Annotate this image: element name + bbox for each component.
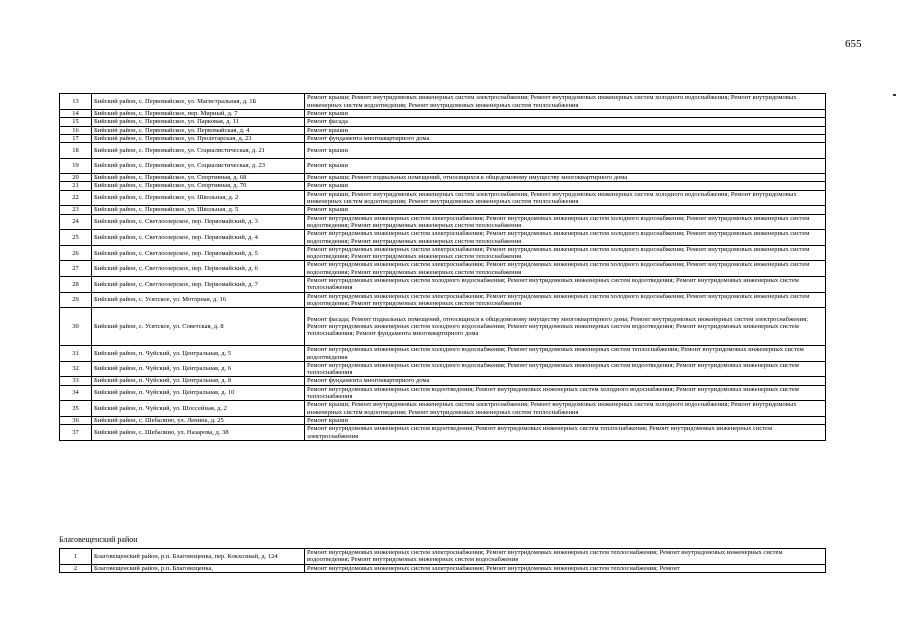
row-works: Ремонт крыши: [305, 158, 826, 174]
row-works: Ремонт крыши: [305, 110, 826, 118]
row-number: 21: [60, 182, 92, 190]
row-works: Ремонт крыши: [305, 143, 826, 159]
table-row: [60, 292, 826, 308]
row-number: 2: [60, 564, 92, 572]
table-row: [60, 377, 826, 385]
margin-mark: [893, 94, 896, 96]
row-number: 18: [60, 143, 92, 159]
row-works: Ремонт крыши: [305, 126, 826, 134]
row-works: Ремонт крыши: [305, 206, 826, 214]
row-address: Бийский район, с. Первомайское, ул. Школьная, д. 5: [92, 206, 305, 214]
row-address: Бийский район, с. Усятское, ул. Советская, д. 8: [92, 308, 305, 346]
row-number: 37: [60, 425, 92, 441]
row-works: Ремонт внутридомовых инженерных систем электроснабжения; Ремонт внутридомовых инженерных систем холодного водоснабжения; Ремонт внутридомовых инженерных систем водоотведения; Ремонт внутридомовых инженерных систем теплоснабжения: [305, 292, 826, 308]
row-number: 26: [60, 245, 92, 261]
row-address: Бийский район, с. Светлоозерское, пер. Первомайский, д. 7: [92, 277, 305, 293]
row-works: Ремонт внутридомовых инженерных систем электроснабжения; Ремонт внутридомовых инженерных систем теплоснабжения; Ремонт: [305, 564, 826, 572]
row-works: Ремонт фундамента многоквартирного дома: [305, 134, 826, 142]
row-works: Ремонт фасада; Ремонт подвальных помещений, относящихся к общедомовому имуществу многоквартирного дома; Ремонт внутридомовых инженерных систем электроснабжения; Ремонт внутридомовых инженерных систем холодного водоснабжения; Ремонт внутридомовых инженерных систем водоотведения; Ремонт внутридомовых инженерных систем теплоснабжения; Ремонт фундамента многоквартирного дома: [305, 308, 826, 346]
row-address: Бийский район, с. Шебалино, ул. Назарова, д. 38: [92, 425, 305, 441]
row-address: Бийский район, с. Первомайское, ул. Социалистическая, д. 23: [92, 158, 305, 174]
row-number: 17: [60, 134, 92, 142]
table-row: [60, 549, 826, 565]
table-row: [60, 134, 826, 142]
table-row: [60, 401, 826, 417]
table-row: [60, 245, 826, 261]
table-row: [60, 174, 826, 182]
row-address: Бийский район, с. Светлоозерское, пер. Первомайский, д. 3: [92, 214, 305, 230]
row-number: 31: [60, 346, 92, 362]
row-works: Ремонт внутридомовых инженерных систем электроснабжения; Ремонт внутридомовых инженерных систем холодного водоснабжения; Ремонт внутридомовых инженерных систем водоотведения; Ремонт внутридомовых инженерных систем теплоснабжения: [305, 245, 826, 261]
row-number: 20: [60, 174, 92, 182]
row-number: 30: [60, 308, 92, 346]
table-row: [60, 190, 826, 206]
row-number: 35: [60, 401, 92, 417]
row-works: Ремонт внутридомовых инженерных систем холодного водоснабжения; Ремонт внутридомовых инженерных систем водоотведения; Ремонт внутридомовых инженерных систем теплоснабжения: [305, 277, 826, 293]
row-address: Бийский район, с. Первомайское, ул. Пролетарская, д. 23: [92, 134, 305, 142]
table-row: [60, 385, 826, 401]
row-works: Ремонт внутридомовых инженерных систем водоотведения; Ремонт внутридомовых инженерных систем холодного водоснабжения; Ремонт внутридомовых инженерных систем теплоснабжения: [305, 385, 826, 401]
row-number: 19: [60, 158, 92, 174]
row-works: Ремонт крыши; Ремонт внутридомовых инженерных систем электроснабжения; Ремонт внутридомовых инженерных систем холодного водоснабжения; Ремонт внутридомовых инженерных систем водоотведения; Ремонт внутридомовых инженерных систем теплоснабжения: [305, 94, 826, 110]
repair-table: [59, 93, 826, 441]
row-number: 15: [60, 118, 92, 126]
row-number: 25: [60, 230, 92, 246]
table-row: [60, 346, 826, 362]
row-works: Ремонт крыши: [305, 416, 826, 424]
table-row: [60, 158, 826, 174]
row-address: Бийский район, с. Шебалино, ул. Ленина, д. 25: [92, 416, 305, 424]
row-number: 13: [60, 94, 92, 110]
row-number: 33: [60, 377, 92, 385]
table-row: [60, 126, 826, 134]
row-address: Бийский район, с. Усятское, ул. Моторная, д. 16: [92, 292, 305, 308]
row-works: Ремонт внутридомовых инженерных систем электроснабжения; Ремонт внутридомовых инженерных систем холодного водоснабжения; Ремонт внутридомовых инженерных систем водоотведения; Ремонт внутридомовых инженерных систем теплоснабжения: [305, 230, 826, 246]
table-row: [60, 230, 826, 246]
row-number: 34: [60, 385, 92, 401]
row-address: Бийский район, с. Первомайское, ул. Социалистическая, д. 21: [92, 143, 305, 159]
row-works: Ремонт крыши; Ремонт внутридомовых инженерных систем электроснабжения; Ремонт внутридомовых инженерных систем холодного водоснабжения; Ремонт внутридомовых инженерных систем водоотведения; Ремонт внутридомовых инженерных систем теплоснабжения: [305, 190, 826, 206]
table-row: [60, 143, 826, 159]
table-row: [60, 182, 826, 190]
row-address: Бийский район, с. Первомайское, пер. Мирный, д. 7: [92, 110, 305, 118]
row-address: Бийский район, п. Чуйский, ул. Центральная, д. 5: [92, 346, 305, 362]
table-row: [60, 564, 826, 572]
row-address: Бийский район, п. Чуйский, ул. Центральная, д. 6: [92, 361, 305, 377]
row-number: 29: [60, 292, 92, 308]
row-number: 24: [60, 214, 92, 230]
row-works: Ремонт крыши: [305, 182, 826, 190]
row-works: Ремонт внутридомовых инженерных систем холодного водоснабжения; Ремонт внутридомовых инженерных систем теплоснабжения; Ремонт внутридомовых инженерных систем водоотведения: [305, 346, 826, 362]
row-works: Ремонт внутридомовых инженерных систем электроснабжения; Ремонт внутридомовых инженерных систем холодного водоснабжения; Ремонт внутридомовых инженерных систем водоотведения; Ремонт внутридомовых инженерных систем теплоснабжения: [305, 261, 826, 277]
row-works: Ремонт внутридомовых инженерных систем электроснабжения; Ремонт внутридомовых инженерных систем теплоснабжения; Ремонт внутридомовых инженерных систем водоотведения; Ремонт внутридомовых инженерных систем водоснабжения: [305, 549, 826, 565]
table-row: [60, 261, 826, 277]
table-row: [60, 214, 826, 230]
row-number: 14: [60, 110, 92, 118]
row-address: Бийский район, с. Светлоозерское, пер. Первомайский, д. 4: [92, 230, 305, 246]
row-works: Ремонт внутридомовых инженерных систем электроснабжения; Ремонт внутридомовых инженерных систем холодного водоснабжения; Ремонт внутридомовых инженерных систем водоотведения; Ремонт внутридомовых инженерных систем теплоснабжения: [305, 214, 826, 230]
table-row: [60, 425, 826, 441]
row-number: 1: [60, 549, 92, 565]
table-row: [60, 361, 826, 377]
table-row: [60, 94, 826, 110]
row-works: Ремонт фундамента многоквартирного дома: [305, 377, 826, 385]
row-works: Ремонт внутридомовых инженерных систем холодного водоснабжения; Ремонт внутридомовых инженерных систем водоотведения; Ремонт внутридомовых инженерных систем теплоснабжения: [305, 361, 826, 377]
table-row: [60, 416, 826, 424]
row-address: Бийский район, п. Чуйский, ул. Шоссейная, д. 2: [92, 401, 305, 417]
row-address: Бийский район, с. Первомайское, ул. Школьная, д. 2: [92, 190, 305, 206]
page-number: 655: [845, 38, 862, 50]
row-works: Ремонт крыши; Ремонт внутридомовых инженерных систем электроснабжения; Ремонт внутридомовых инженерных систем холодного водоснабжения; Ремонт внутридомовых инженерных систем водоотведения; Ремонт внутридомовых инженерных систем теплоснабжения: [305, 401, 826, 417]
row-number: 16: [60, 126, 92, 134]
table-row: [60, 308, 826, 346]
row-number: 27: [60, 261, 92, 277]
row-works: Ремонт крыши; Ремонт подвальных помещений, относящихся к общедомовому имуществу многоквартирного дома: [305, 174, 826, 182]
section-title: Благовещенский район: [59, 535, 138, 544]
row-works: Ремонт внутридомовых инженерных систем водоотведения; Ремонт внутридомовых инженерных систем теплоснабжения; Ремонт внутридомовых инженерных систем электроснабжения: [305, 425, 826, 441]
row-number: 28: [60, 277, 92, 293]
row-address: Бийский район, п. Чуйский, ул. Центральная, д. 10: [92, 385, 305, 401]
row-number: 22: [60, 190, 92, 206]
table-row: [60, 277, 826, 293]
table-row: [60, 118, 826, 126]
row-address: Бийский район, с. Первомайское, ул. Спортивная, д. 68: [92, 174, 305, 182]
row-address: Благовещенский район, р.п. Благовещенка,: [92, 564, 305, 572]
row-works: Ремонт фасада: [305, 118, 826, 126]
row-number: 36: [60, 416, 92, 424]
row-address: Бийский район, с. Первомайское, ул. Парковая, д. 11: [92, 118, 305, 126]
row-address: Бийский район, с. Светлоозерское, пер. Первомайский, д. 5: [92, 245, 305, 261]
row-address: Бийский район, с. Первомайское, ул. Магистральная, д. 1Б: [92, 94, 305, 110]
row-address: Благовещенский район, р.п. Благовещенка, пер. Кокхозный, д. 124: [92, 549, 305, 565]
row-address: Бийский район, п. Чуйский, ул. Центральная, д. 8: [92, 377, 305, 385]
row-number: 23: [60, 206, 92, 214]
row-address: Бийский район, с. Светлоозерское, пер. Первомайский, д. 6: [92, 261, 305, 277]
table-row: [60, 110, 826, 118]
table-row: [60, 206, 826, 214]
row-address: Бийский район, с. Первомайское, ул. Первомайская, д. 4: [92, 126, 305, 134]
row-number: 32: [60, 361, 92, 377]
row-address: Бийский район, с. Первомайское, ул. Спортивная, д. 70: [92, 182, 305, 190]
section-table: [59, 548, 826, 573]
